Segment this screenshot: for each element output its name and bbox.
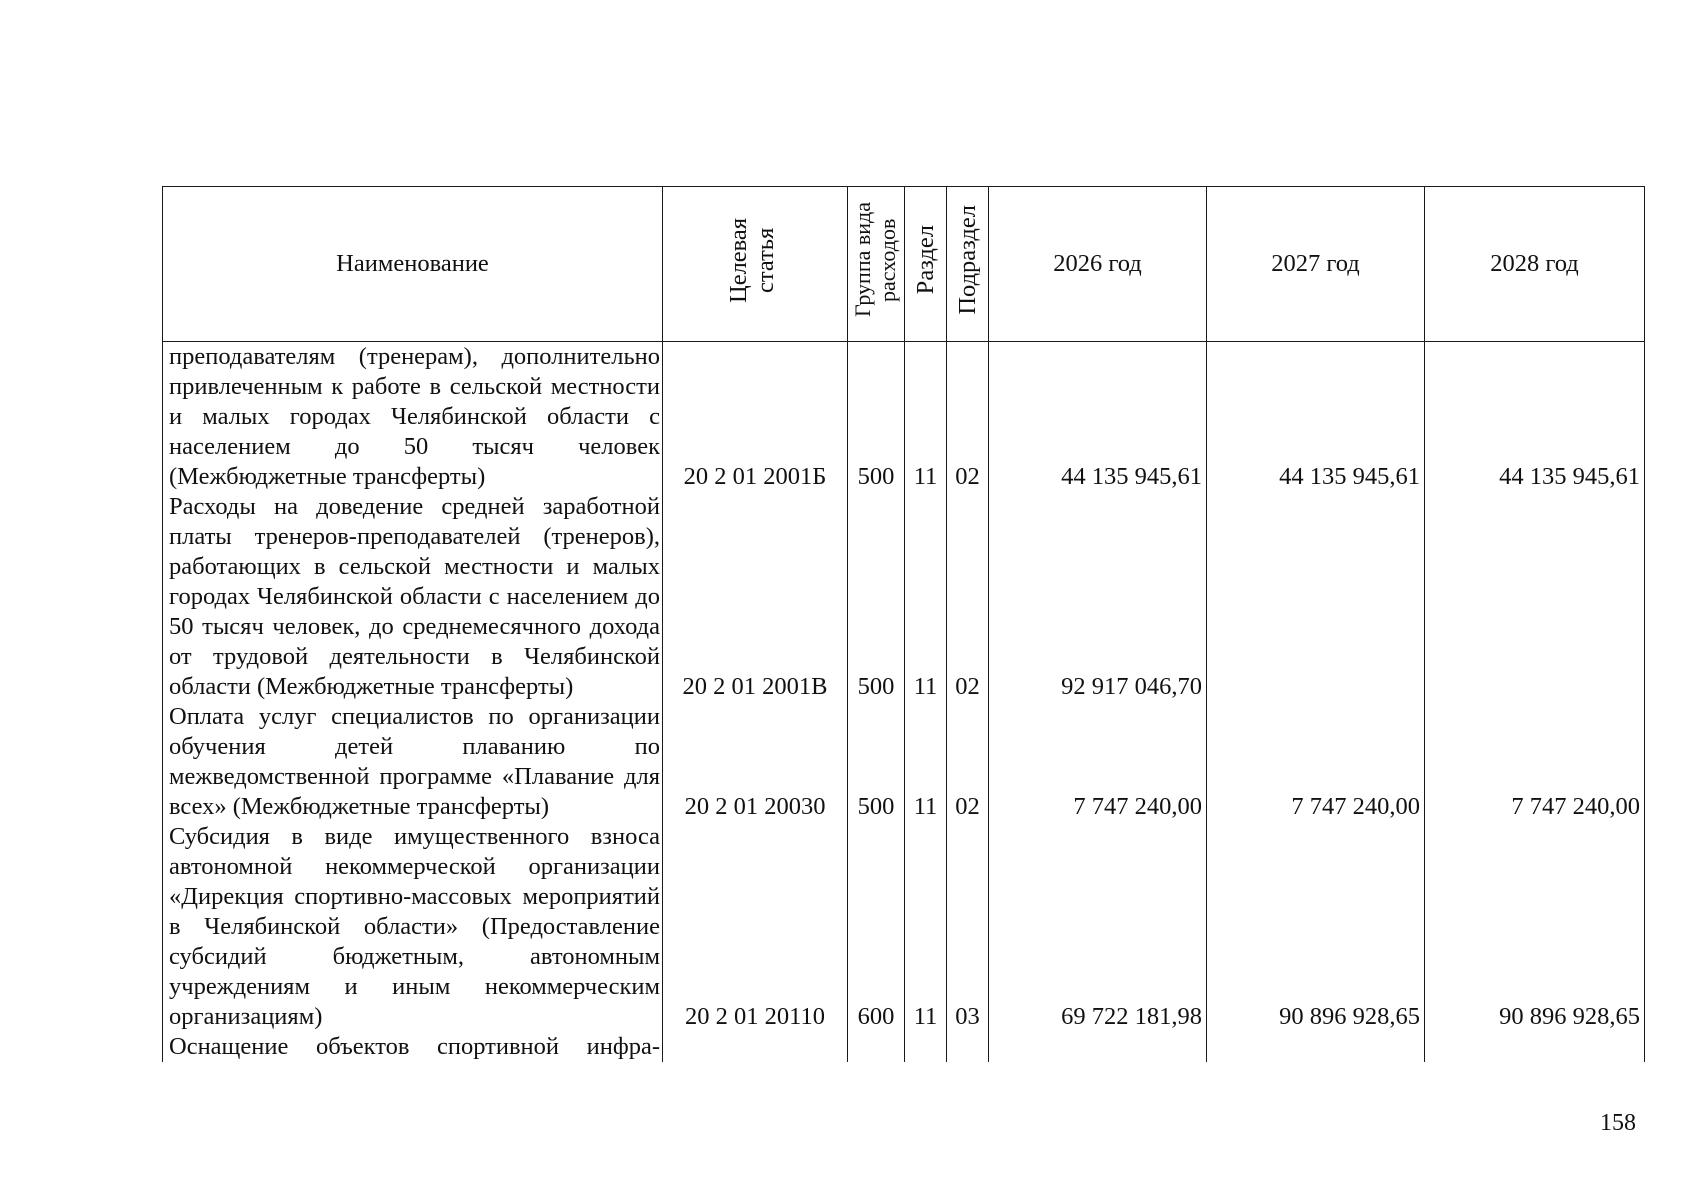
row-2026: 44 135 945,61 [989, 342, 1207, 493]
row-2027: 90 896 928,65 [1207, 822, 1425, 1032]
row-name-continued: Оснащение объектов спортивной инфра- [163, 1032, 663, 1062]
row-target: 20 2 01 2001В [663, 492, 848, 702]
header-2028: 2028 год [1425, 187, 1645, 342]
table-row-continued [163, 1032, 1645, 1062]
row-group: 600 [848, 822, 905, 1032]
row-2027 [1207, 492, 1425, 702]
row-2027: 44 135 945,61 [1207, 342, 1425, 493]
row-2028: 7 747 240,00 [1425, 702, 1645, 822]
row-name: Субсидия в виде имущественного взноса автономной некоммерческой организации «Дирекция спортивно-массовых мероприятий в Челябинской области» (Предоставление субсидий бюджетным, автономным учреждениям и иным некоммерческим организациям) [163, 822, 663, 1032]
row-target: 20 2 01 20030 [663, 702, 848, 822]
row-name: Расходы на доведение средней заработной платы тренеров-преподавателей (тренеров), работающих в сельской местности и малых городах Челябинской области с населением до 50 тысяч человек, до среднемесячного дохода от трудовой деятельности в Челябинской области (Межбюджетные трансферты) [163, 492, 663, 702]
header-2026: 2026 год [989, 187, 1207, 342]
row-group: 500 [848, 492, 905, 702]
table-row [163, 702, 1645, 822]
row-subsection: 02 [947, 702, 989, 822]
row-name: Оплата услуг специалистов по организации обучения детей плаванию по межведомственной программе «Плавание для всех» (Межбюджетные трансферты) [163, 702, 663, 822]
header-2027: 2027 год [1207, 187, 1425, 342]
row-target: 20 2 01 2001Б [663, 342, 848, 493]
row-2028: 90 896 928,65 [1425, 822, 1645, 1032]
table-row [163, 822, 1645, 1032]
row-subsection: 02 [947, 492, 989, 702]
page-number: 158 [1600, 1110, 1636, 1136]
header-name: Наименование [163, 187, 663, 342]
row-section: 11 [905, 822, 947, 1032]
table-row [163, 492, 1645, 702]
row-group: 500 [848, 342, 905, 493]
row-2028 [1425, 492, 1645, 702]
row-group: 500 [848, 702, 905, 822]
budget-table [162, 186, 1645, 1062]
row-subsection: 03 [947, 822, 989, 1032]
table-row [163, 342, 1645, 493]
header-target: Целевая статья [663, 187, 848, 342]
header-section: Раздел [905, 187, 947, 342]
row-2028: 44 135 945,61 [1425, 342, 1645, 493]
row-2026: 92 917 046,70 [989, 492, 1207, 702]
row-subsection: 02 [947, 342, 989, 493]
row-2026: 7 747 240,00 [989, 702, 1207, 822]
row-name: преподавателям (тренерам), дополнительно привлеченным к работе в сельской местности и малых городах Челябинской области с населением до 50 тысяч человек (Межбюджетные трансферты) [163, 342, 663, 493]
header-row [163, 187, 1645, 342]
row-target: 20 2 01 20110 [663, 822, 848, 1032]
header-subsection: Подраздел [947, 187, 989, 342]
header-expense-group: Группа вида расходов [848, 187, 905, 342]
row-section: 11 [905, 342, 947, 493]
row-2026: 69 722 181,98 [989, 822, 1207, 1032]
row-section: 11 [905, 492, 947, 702]
row-2027: 7 747 240,00 [1207, 702, 1425, 822]
row-section: 11 [905, 702, 947, 822]
